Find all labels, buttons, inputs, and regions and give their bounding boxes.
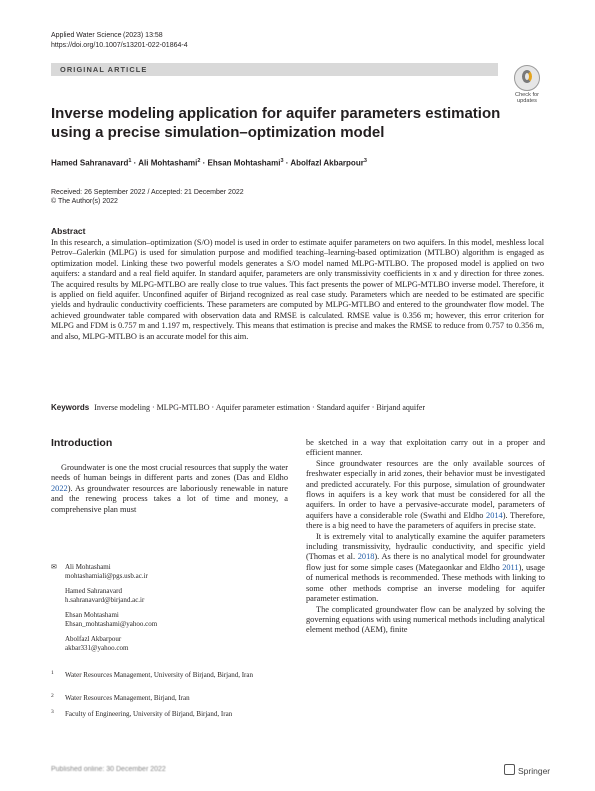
correspondence-entry	[65, 563, 281, 581]
affiliation-text: Faculty of Engineering, University of Birjand, Birjand, Iran	[65, 710, 233, 718]
paragraph-text: Groundwater is one the most crucial resources that supply the water needs of human beings in different parts and zones (Das and Eldho	[51, 463, 288, 483]
citation-link[interactable]: 2011	[502, 562, 519, 572]
author-affiliation-number: 2	[197, 158, 201, 164]
springer-logo	[504, 764, 550, 776]
correspondence-entry	[65, 635, 281, 653]
author-email[interactable]: mohtashamiali@pgs.usb.ac.ir	[65, 572, 148, 580]
article-dates: Received: 26 September 2022 / Accepted: 21 December 2022	[51, 189, 244, 196]
author-name: Ehsan Mohtashami	[65, 611, 119, 619]
author-list: Hamed Sahranavard$^1$ · Ali Mohtashami$^2$ · Ehsan Mohtashami$^3$ · Abolfazl Akbarpour$^3$	[51, 158, 367, 168]
author-email[interactable]: h.sahranavard@birjand.ac.ir	[65, 596, 145, 604]
author-affiliation-number: 3	[280, 158, 284, 164]
correspondence-block	[51, 563, 281, 659]
article-title: Inverse modeling application for aquifer parameters estimation using a precise simulation–optimization model	[51, 105, 501, 141]
journal-name: Applied Water Science	[51, 32, 122, 39]
keywords-text: Inverse modeling · MLPG-MTLBO · Aquifer parameter estimation · Standard aquifer · Birjand aquifer	[94, 403, 426, 412]
left-column	[51, 463, 288, 515]
paragraph-text: ). As there is no analytical model for groundwater flow just for some simple cases (Mategaonkar and Eldho	[306, 552, 545, 572]
paragraph-text: ). As groundwater resources are laboriously renewable in nature and the renewing process takes a lot of time and money, a comprehensive plan must	[51, 483, 288, 514]
author-name: Abolfazl Akbarpour	[65, 635, 122, 643]
springer-horse-icon	[504, 764, 515, 775]
author-name[interactable]: Ali Mohtashami	[138, 158, 198, 168]
paragraph-text: Since groundwater resources are the only available sources of freshwater especially in arid zones, their behavior must be investigated and predicted accurately. For this purpose, simulation of groundwater flows in aquifers is a key work that must be considered for all the aquifers. In order to have a pervasive-accurate model, parameters of aquifers have a considerable role (Swathi and Eldho	[306, 458, 545, 520]
author-email[interactable]: akbar331@yahoo.com	[65, 644, 129, 652]
affiliation	[51, 710, 291, 719]
author-name: Hamed Sahranavard	[65, 587, 122, 595]
paragraph: be sketched in a way that exploitation carry out in a proper and efficient manner.	[306, 438, 545, 458]
copyright: © The Author(s) 2022	[51, 198, 118, 205]
paragraph: The complicated groundwater flow can be analyzed by solving the governing equations with using numerical methods including analytical element method (AEM), finite	[306, 604, 545, 635]
paragraph	[306, 459, 545, 532]
paragraph-text: ), usage of numerical methods is recommended. These methods with linking to some other methods comprise an inverse modeling for aquifer parameter estimation.	[306, 562, 545, 604]
affiliation-text: Water Resources Management, University of Birjand, Birjand, Iran	[65, 671, 253, 679]
affiliation-number: 3	[51, 709, 54, 715]
keywords-label: Keywords	[51, 403, 90, 412]
author-name: Ali Mohtashami	[65, 563, 111, 571]
author-affiliation-number: 3	[363, 158, 367, 164]
author-name[interactable]: Abolfazl Akbarpour	[290, 158, 364, 168]
author-email[interactable]: Ehsan_mohtashami@yahoo.com	[65, 620, 158, 628]
abstract-heading: Abstract	[51, 226, 86, 236]
citation-link[interactable]: 2022	[51, 483, 68, 493]
author-name[interactable]: Hamed Sahranavard	[51, 158, 129, 168]
publisher-name: Springer	[518, 766, 551, 776]
doi-link[interactable]: https://doi.org/10.1007/s13201-022-01864-4	[51, 42, 188, 49]
paragraph	[51, 463, 288, 515]
check-updates-line1: Check for	[515, 92, 539, 98]
right-column	[306, 438, 545, 636]
check-updates-line2: updates	[517, 98, 537, 104]
affiliation-number: 2	[51, 693, 54, 699]
affiliation	[51, 671, 281, 680]
author-name[interactable]: Ehsan Mohtashami	[207, 158, 281, 168]
keywords	[51, 403, 425, 412]
check-updates-icon	[514, 65, 540, 91]
paragraph-text: ). Therefore, there is a big need to have the parameters of aquifers in precise state.	[306, 510, 545, 531]
citation-link[interactable]: 2018	[357, 552, 375, 562]
abstract-text: In this research, a simulation–optimization (S/O) model is used in order to estimate aquifer parameters on two aquifers. In this model, meshless local Petrov–Galerkin (MLPG) is used for simulation purpose and modified teaching–learning-based optimization (MTLBO) algorithm is engaged as optimization model. Linking these two powerful models generates a S/O model named MLPG-MTLBO. The proposed model is applied on two aquifers: a standard and a real field aquifer. In standard aquifer, parameters are only transmissivity coefficients in x and y direction for three zones. The acquired results by MLPG-MTLBO are really close to true values. This fact presents the power of MLPG-MTLBO inverse model. Therefore, it is applied on field aquifer. Unconfined aquifer of Birjand recognized as real case study. Parameters which are needed to be estimated are specific yields and hydraulic conductivity coefficients. These parameters are computed by MLPG-MTLBO and entered to the groundwater flow model. The achieved groundwater table compared with observation data and RMSE is calculated. RMSE value is 0.356 m; however, this error criterion for MLPG and FDM is 0.757 m and 1.197 m, respectively. This means that estimation is precise and makes the RMSE to reduce from 0.757 to 0.356 m, and also, MLPG-MTLBO is an accurate model for this aim.	[51, 238, 544, 341]
citation-link[interactable]: 2014	[486, 510, 503, 520]
introduction-heading: Introduction	[51, 437, 113, 449]
correspondence-entry	[65, 587, 281, 605]
author-affiliation-number: 1	[128, 158, 132, 164]
check-for-updates-button[interactable]	[509, 65, 545, 105]
envelope-icon: ✉	[51, 563, 57, 571]
affiliation-text: Water Resources Management, Birjand, Iran	[65, 694, 190, 702]
affiliation-number: 1	[51, 670, 54, 676]
paragraph	[306, 532, 545, 605]
article-type-banner: ORIGINAL ARTICLE	[51, 63, 498, 76]
paragraph-text: It is extremely vital to analytically examine the aquifer parameters including transmissivity, hydraulic conductivity, and specific yield (Thomas et al.	[306, 531, 545, 562]
journal-volume: (2023) 13:58	[123, 32, 163, 39]
published-online: Published online: 30 December 2022	[51, 766, 166, 773]
affiliation	[51, 694, 281, 703]
journal-info	[51, 31, 163, 40]
correspondence-entry	[65, 611, 281, 629]
